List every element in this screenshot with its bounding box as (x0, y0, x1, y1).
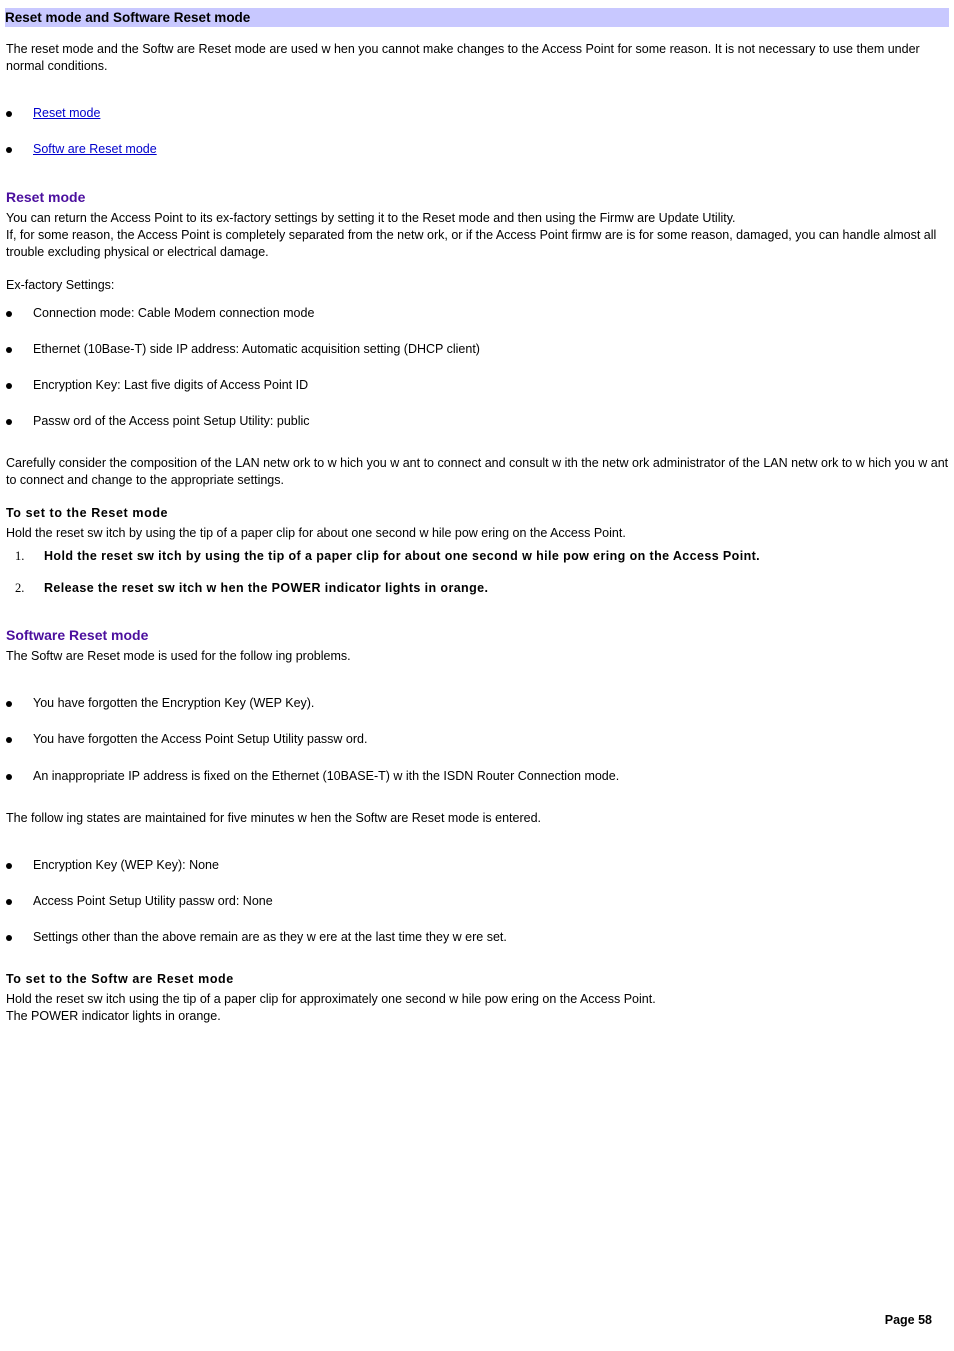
list-item (6, 413, 949, 430)
list-item-text: Ethernet (10Base-T) side IP address: Automatic acquisition setting (DHCP client) (33, 342, 480, 356)
software-intro: The Softw are Reset mode is used for the follow ing problems. (6, 649, 351, 663)
list-item-text: Passw ord of the Access point Setup Utility: public (33, 414, 310, 428)
intro-paragraph: The reset mode and the Softw are Reset mode are used w hen you cannot make changes to the Access Point for some reason. It is not necessary to use them under normal conditions. (6, 42, 920, 73)
bullet-icon (6, 419, 12, 425)
subheading-set-software-reset-mode: To set to the Softw are Reset mode (6, 972, 234, 986)
list-item-text: Encryption Key: Last five digits of Access Point ID (33, 378, 309, 392)
settings-label: Ex-factory Settings: (6, 278, 115, 292)
list-item (6, 893, 949, 910)
bullet-icon (6, 737, 12, 743)
step-text: Release the reset sw itch w hen the POWER indicator lights in orange. (44, 581, 489, 595)
section-heading-reset-mode: Reset mode (6, 189, 86, 205)
list-item (6, 857, 949, 874)
list-item (6, 377, 949, 394)
subheading-set-reset-mode: To set to the Reset mode (6, 506, 169, 520)
bullet-icon (6, 774, 12, 780)
step-item (6, 580, 949, 597)
list-item (6, 341, 949, 358)
bullet-icon (6, 935, 12, 941)
bullet-icon (6, 863, 12, 869)
states-intro: The follow ing states are maintained for five minutes w hen the Softw are Reset mode is entered. (6, 811, 541, 825)
step-number: 1. (15, 549, 25, 563)
page-title: Reset mode and Software Reset mode (5, 8, 949, 27)
list-item (6, 731, 949, 748)
reset-instruction-text: Hold the reset sw itch by using the tip of a paper clip for about one second w hile pow ering on the Access Point. (6, 526, 626, 540)
list-item (6, 305, 949, 322)
software-instruction-text-1: Hold the reset sw itch using the tip of a paper clip for approximately one second w hile pow ering on the Access Point. (6, 992, 656, 1006)
toc-link-software-reset-mode[interactable]: Softw are Reset mode (33, 142, 157, 156)
step-item (6, 548, 949, 565)
list-item-text: An inappropriate IP address is fixed on the Ethernet (10BASE-T) w ith the ISDN Router Connection mode. (33, 769, 620, 783)
list-item-text: Encryption Key (WEP Key): None (33, 858, 219, 872)
list-item-text: Connection mode: Cable Modem connection mode (33, 306, 315, 320)
bullet-icon (6, 311, 12, 317)
reset-paragraph-2: If, for some reason, the Access Point is completely separated from the netw ork, or if the Access Point firmw are is for some reason, damaged, you can handle almost all trouble excluding physical or electrical damage. (6, 228, 937, 259)
list-item (6, 105, 949, 122)
list-item (6, 768, 949, 785)
ex-factory-settings-list (6, 305, 949, 430)
toc-link-reset-mode[interactable]: Reset mode (33, 106, 101, 120)
bullet-icon (6, 383, 12, 389)
section-heading-software-reset-mode: Software Reset mode (6, 627, 149, 643)
bullet-icon (6, 899, 12, 905)
list-item (6, 695, 949, 712)
reset-paragraph-1: You can return the Access Point to its ex-factory settings by setting it to the Reset mode and then using the Firmw are Update Utility. (6, 211, 736, 225)
list-item (6, 141, 949, 158)
page-number: Page 58 (884, 1313, 932, 1327)
list-item (6, 929, 949, 946)
software-instruction-text-2: The POWER indicator lights in orange. (6, 1009, 221, 1023)
list-item-text: Access Point Setup Utility passw ord: None (33, 894, 273, 908)
toc-list (6, 105, 949, 158)
list-item-text: You have forgotten the Encryption Key (WEP Key). (33, 696, 315, 710)
reset-steps-list (6, 548, 949, 597)
bullet-icon (6, 111, 12, 117)
step-text: Hold the reset sw itch by using the tip of a paper clip for about one second w hile pow ering on the Access Point. (44, 549, 761, 563)
bullet-icon (6, 701, 12, 707)
list-item-text: Settings other than the above remain are as they w ere at the last time they w ere set. (33, 930, 507, 944)
step-number: 2. (15, 581, 25, 595)
list-item-text: You have forgotten the Access Point Setup Utility passw ord. (33, 732, 368, 746)
bullet-icon (6, 147, 12, 153)
states-list (6, 857, 949, 946)
document-page (6, 8, 949, 1025)
problems-list (6, 695, 949, 785)
caution-paragraph: Carefully consider the composition of the LAN netw ork to w hich you w ant to connect and consult w ith the netw ork administrator of the LAN netw ork to w hich you w ant to connect and change to the appropriate settings. (6, 456, 949, 487)
bullet-icon (6, 347, 12, 353)
